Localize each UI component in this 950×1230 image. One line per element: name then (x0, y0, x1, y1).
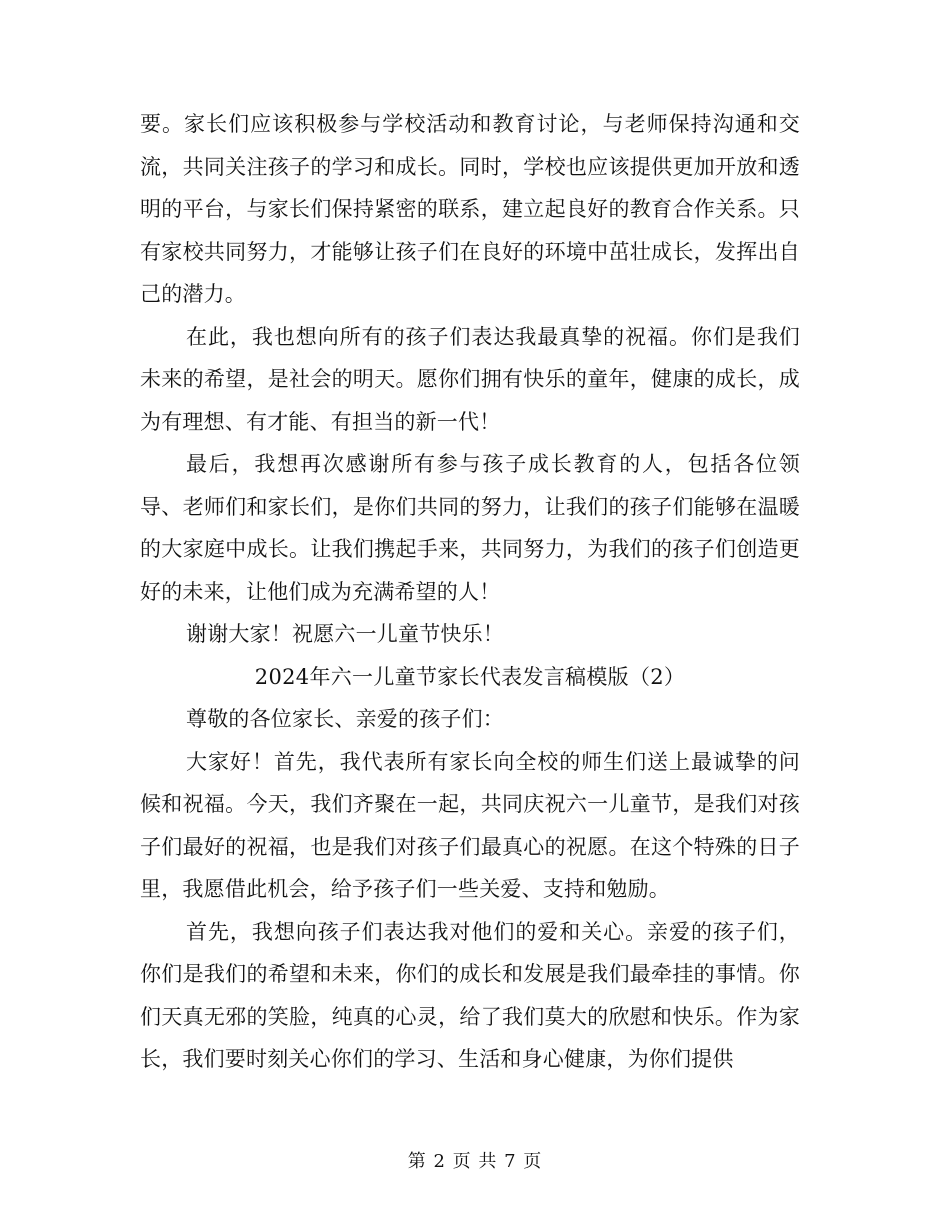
paragraph: 首先，我想向孩子们表达我对他们的爱和关心。亲爱的孩子们，你们是我们的希望和未来，你们的成长和发展是我们最牵挂的事情。你们天真无邪的笑脸，纯真的心灵，给了我们莫大的欣慰和快乐。作为家长，我们要时刻关心你们的学习、生活和身心健康，为你们提供 (140, 919, 800, 1071)
page-number-footer: 第 2 页 共 7 页 (407, 1151, 543, 1172)
paragraph: 大家好！首先，我代表所有家长向全校的师生们送上最诚挚的问候和祝福。今天，我们齐聚在一起，共同庆祝六一儿童节，是我们对孩子们最好的祝福，也是我们对孩子们最真心的祝愿。在这个特殊的日子里，我愿借此机会，给予孩子们一些关爱、支持和勉励。 (140, 749, 800, 901)
section-heading: 2024年六一儿童节家长代表发言稿模版（2） (254, 664, 686, 689)
paragraph: 要。家长们应该积极参与学校活动和教育讨论，与老师保持沟通和交流，共同关注孩子的学习和成长。同时，学校也应该提供更加开放和透明的平台，与家长们保持紧密的联系，建立起良好的教育合作关系。只有家校共同努力，才能够让孩子们在良好的环境中茁壮成长，发挥出自己的潜力。 (140, 112, 800, 306)
paragraph: 最后，我想再次感谢所有参与孩子成长教育的人，包括各位领导、老师们和家长们，是你们共同的努力，让我们的孩子们能够在温暖的大家庭中成长。让我们携起手来，共同努力，为我们的孩子们创造更好的未来，让他们成为充满希望的人！ (140, 452, 800, 604)
paragraph: 在此，我也想向所有的孩子们表达我最真挚的祝福。你们是我们未来的希望，是社会的明天。愿你们拥有快乐的童年，健康的成长，成为有理想、有才能、有担当的新一代！ (140, 324, 800, 434)
salutation: 尊敬的各位家长、亲爱的孩子们： (186, 707, 504, 731)
paragraph: 谢谢大家！祝愿六一儿童节快乐！ (186, 622, 504, 646)
document-body (140, 103, 800, 1081)
